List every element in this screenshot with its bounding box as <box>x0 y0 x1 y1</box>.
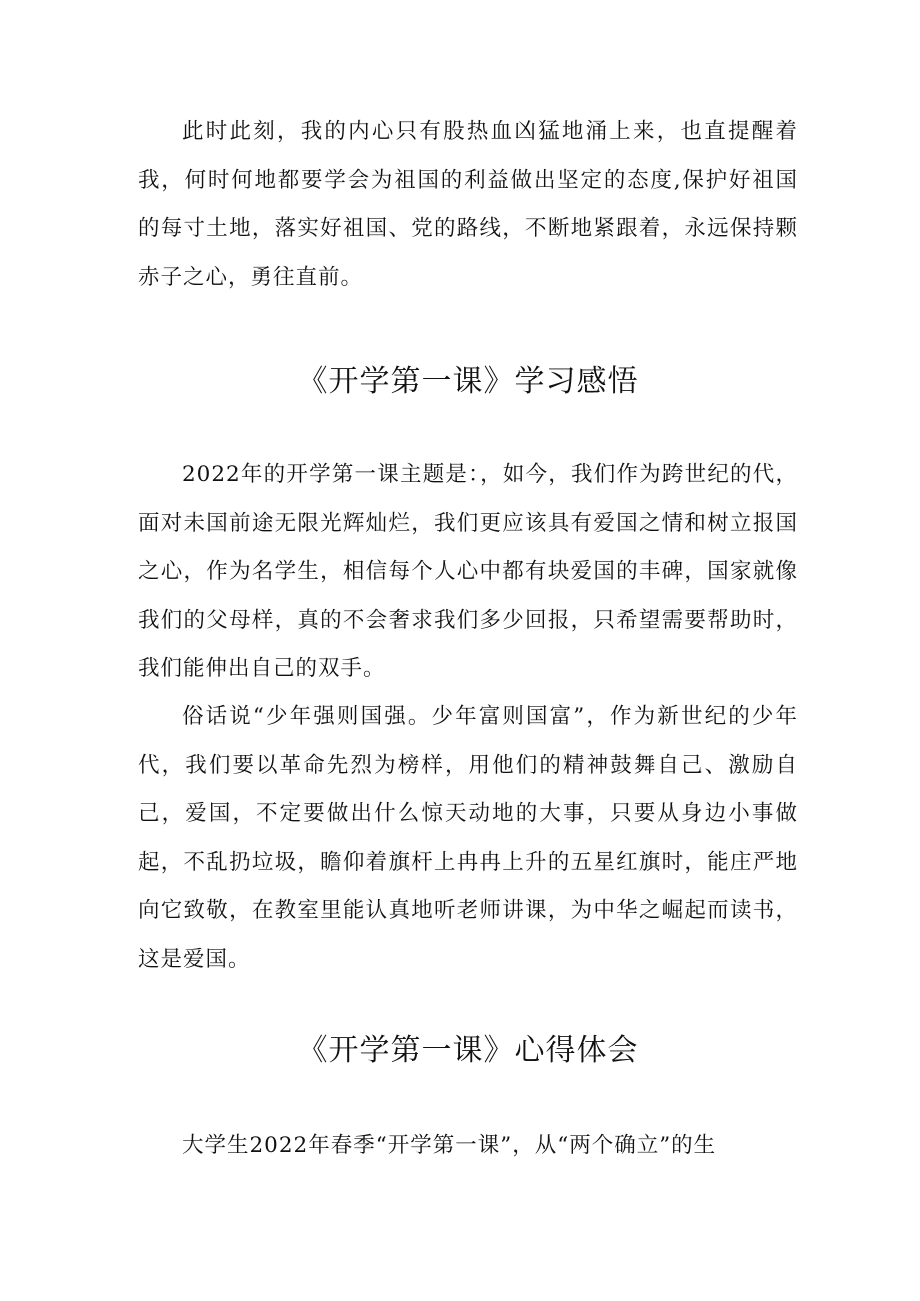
body-paragraph: 此时此刻，我的内心只有股热血凶猛地涌上来，也直提醒着我，何时何地都要学会为祖国的利益做出坚定的态度,保护好祖国的每寸土地，落实好祖国、党的路线，不断地紧跟着，永远保持颗赤子之心，勇往直前。 <box>138 119 798 290</box>
body-paragraph: 大学生2022年春季“开学第一课”，从“两个确立”的生 <box>182 1133 717 1158</box>
section-heading-experience: 《开学第一课》心得体会 <box>297 1033 639 1068</box>
body-paragraph: 2022年的开学第一课主题是：，如今，我们作为跨世纪的代，面对未国前途无限光辉灿烂，我们更应该具有爱国之情和树立报国之心，作为名学生，相信每个人心中都有块爱国的丰碑，国家就像我们的父母样，真的不会奢求我们多少回报，只希望需要帮助时，我们能伸出自己的双手。 <box>138 462 798 681</box>
section-heading-study-reflection: 《开学第一课》学习感悟 <box>297 364 639 399</box>
body-paragraph: 俗话说“少年强则国强。少年富则国富”，作为新世纪的少年代，我们要以革命先烈为榜样，用他们的精神鼓舞自己、激励自己，爱国，不定要做出什么惊天动地的大事，只要从身边小事做起，不乱扔垃圾，瞻仰着旗杆上冉冉上升的五星红旗时，能庄严地向它致敬，在教室里能认真地听老师讲课，为中华之崛起而读书，这是爱国。 <box>138 704 798 972</box>
